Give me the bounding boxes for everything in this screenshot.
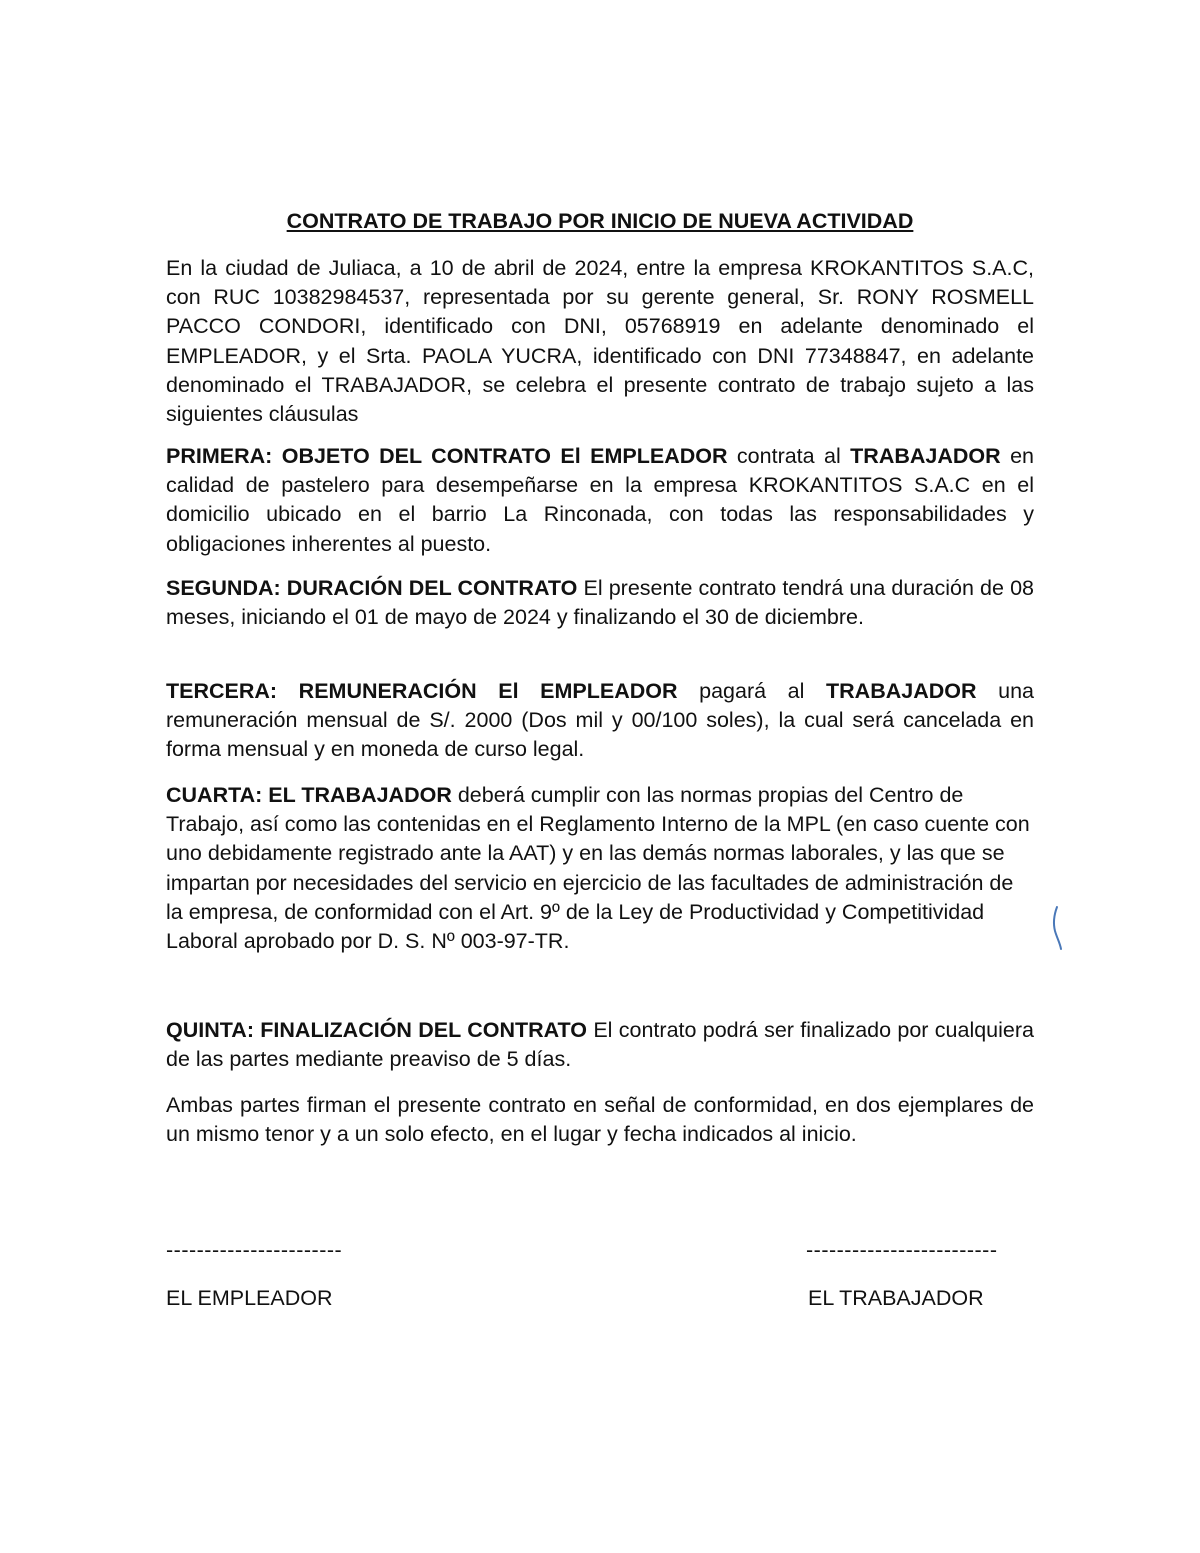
clause-cuarta-heading: CUARTA: EL TRABAJADOR: [166, 783, 452, 807]
clause-quinta-heading: QUINTA: FINALIZACIÓN DEL CONTRATO: [166, 1018, 588, 1042]
signature-line-employer: -----------------------: [166, 1238, 343, 1262]
pen-mark-icon: [1049, 905, 1065, 951]
intro-paragraph: En la ciudad de Juliaca, a 10 de abril de 2024, entre la empresa KROKANTITOS S.A.C, con RUC 10382984537, representada por su gerente general, Sr. RONY ROSMELL PACCO CONDORI, identificado con DNI, 05768919 en adelante denominado el EMPLEADOR, y el Srta. PAOLA YUCRA, identificado con DNI 77348847, en adelante denominado el TRABAJADOR, se celebra el presente contrato de trabajo sujeto a las siguientes cláusulas: [166, 256, 1034, 427]
clause-primera-text-2: en calidad de pastelero para desempeñarse en la empresa KROKANTITOS S.A.C en el domicilio ubicado en el barrio La Rinconada, con todas las responsabilidades y obligaciones inherentes al puesto.: [166, 444, 1034, 556]
document-title: CONTRATO DE TRABAJO POR INICIO DE NUEVA ACTIVIDAD: [286, 209, 914, 233]
clause-segunda-heading: SEGUNDA: DURACIÓN DEL CONTRATO: [166, 576, 578, 600]
clause-tercera-text-1: pagará al: [677, 679, 827, 703]
signature-label-worker: EL TRABAJADOR: [808, 1286, 984, 1310]
signature-line-worker: -------------------------: [806, 1238, 998, 1262]
clause-tercera-bold-2: TRABAJADOR: [826, 679, 977, 703]
clause-tercera: [166, 677, 1034, 765]
closing-paragraph: Ambas partes firman el presente contrato en señal de conformidad, en dos ejemplares de un mismo tenor y a un solo efecto, en el lugar y fecha indicados al inicio.: [166, 1093, 1034, 1147]
clause-segunda-text-1: El presente contrato tendrá una duración de 08 meses, iniciando el 01 de mayo de 2024 y finalizando el 30 de diciembre.: [166, 576, 1034, 630]
clause-primera-text-1: contrata al: [727, 444, 851, 468]
clause-primera-heading: PRIMERA: OBJETO DEL CONTRATO El EMPLEADOR: [166, 444, 728, 468]
clause-primera-bold-2: TRABAJADOR: [850, 444, 1001, 468]
clause-primera: [166, 442, 1034, 559]
clause-tercera-text-2: una remuneración mensual de S/. 2000 (Dos mil y 00/100 soles), la cual será cancelada en forma mensual y en moneda de curso legal.: [166, 679, 1034, 762]
clause-quinta-text-1: El contrato podrá ser finalizado por cualquiera de las partes mediante preaviso de 5 días.: [166, 1018, 1034, 1072]
clause-cuarta-text-1: deberá cumplir con las normas propias del Centro de Trabajo, así como las contenidas en el Reglamento Interno de la MPL (en caso cuente con uno debidamente registrado ante la AAT) y en las demás normas laborales, y las que se impartan por necesidades del servicio en ejercicio de las facultades de administración de la empresa, de conformidad con el Art. 9º de la Ley de Productividad y Competitividad Laboral aprobado por D. S. Nº 003-97-TR.: [166, 783, 1030, 954]
signature-label-employer: EL EMPLEADOR: [166, 1286, 333, 1310]
clause-tercera-heading: TERCERA: REMUNERACIÓN El EMPLEADOR: [166, 679, 678, 703]
clause-segunda: [166, 574, 1034, 632]
clause-cuarta: [166, 781, 1034, 956]
clause-quinta: [166, 1016, 1034, 1074]
